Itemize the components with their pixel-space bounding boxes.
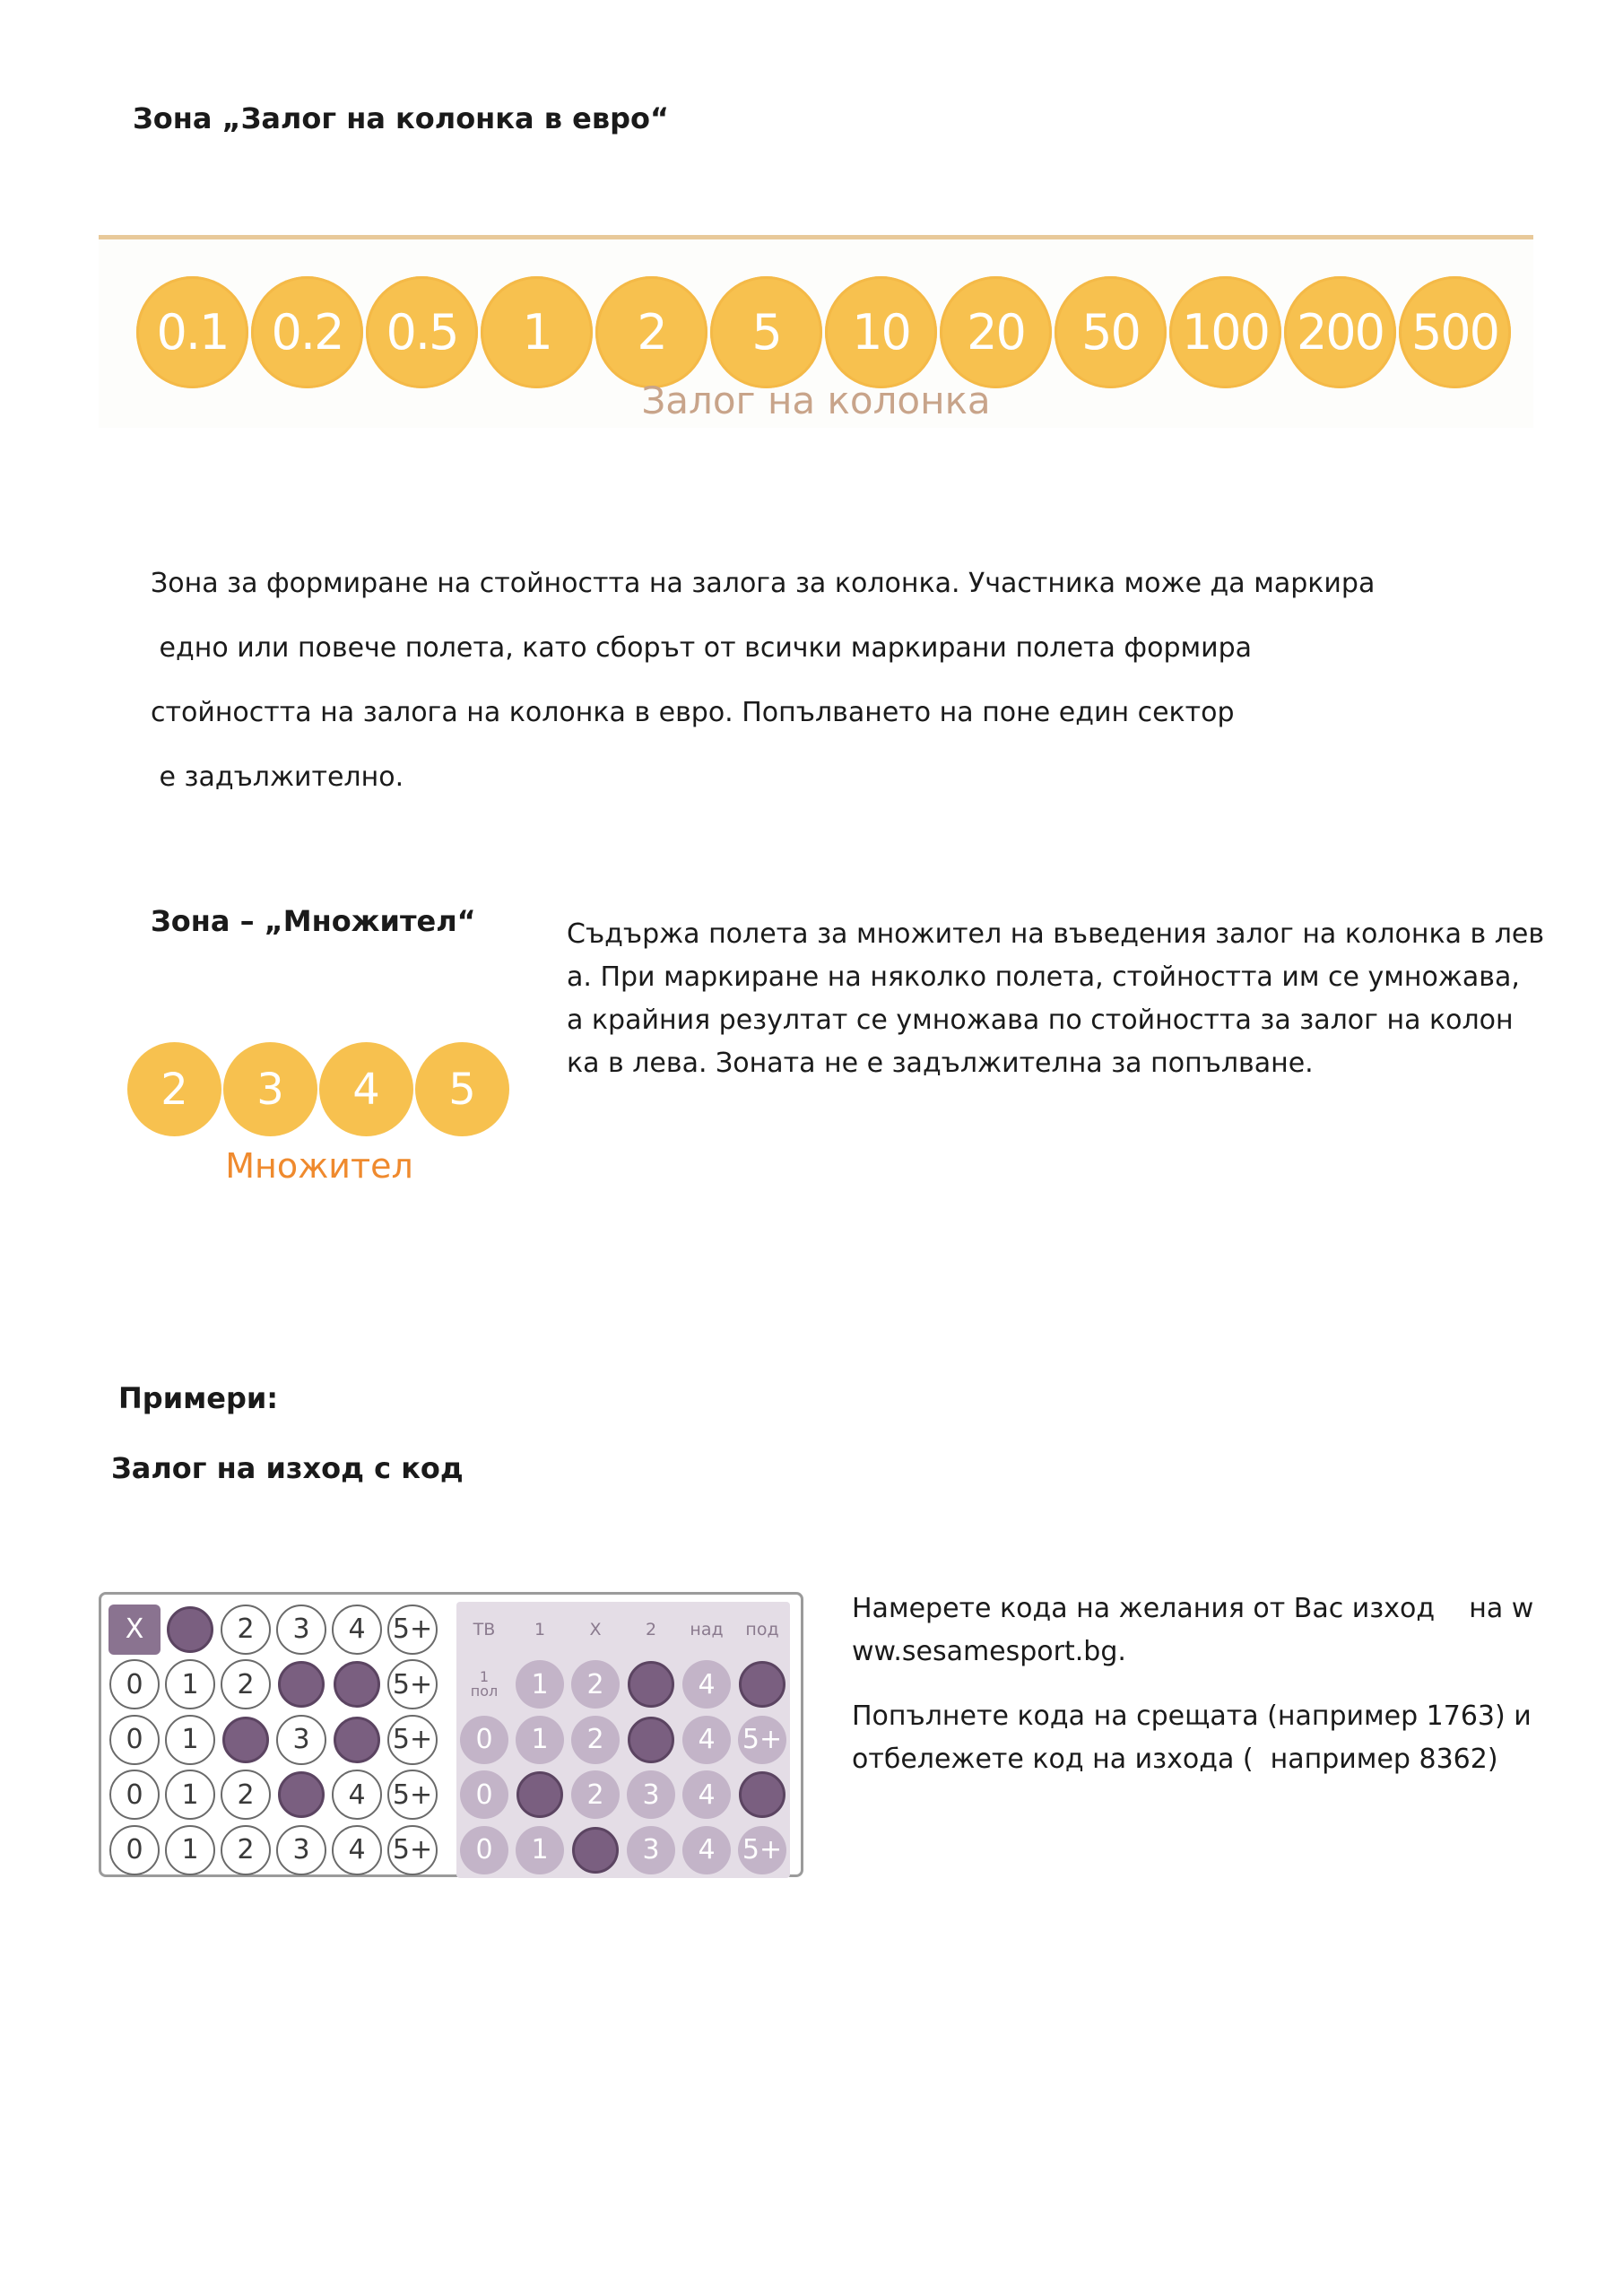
ticket-option: 4 [332, 1770, 382, 1820]
ticket-cell [385, 1657, 440, 1713]
ticket-cell [512, 1822, 568, 1878]
ticket-cell [512, 1602, 568, 1657]
ticket-option: 3 [627, 1770, 675, 1819]
multiplier-coin: 2 [127, 1042, 221, 1136]
ticket-cell [734, 1657, 790, 1713]
ticket-marked-option [739, 1771, 785, 1818]
ticket-cell [162, 1602, 218, 1657]
ticket-cell [568, 1657, 623, 1713]
ticket-cell [679, 1657, 734, 1713]
ticket-marked-option [334, 1717, 380, 1763]
ticket-cell [456, 1657, 512, 1713]
ticket-header: Х [589, 1619, 602, 1639]
ticket-option: 4 [332, 1825, 382, 1875]
ticket-option: 0 [460, 1826, 508, 1874]
instruction-line: отбележете код на изхода ( например 8362) [852, 1744, 1498, 1775]
ticket-option: 5+ [387, 1770, 438, 1820]
ticket-option: 0 [109, 1825, 160, 1875]
ticket-cell [623, 1712, 679, 1768]
ticket-cell [734, 1712, 790, 1768]
ticket-option: 0 [460, 1716, 508, 1764]
ticket-cell [273, 1657, 329, 1713]
stake-coin: 0.1 [136, 276, 248, 388]
ticket-option: 5+ [738, 1716, 786, 1764]
ticket-option: 4 [332, 1605, 382, 1655]
ticket-option: 1 [165, 1825, 215, 1875]
ticket-marked-option [628, 1717, 674, 1763]
multiplier-label: Множител [225, 1146, 413, 1186]
stake-description [151, 552, 1375, 810]
ticket-instructions [852, 1587, 1533, 1781]
ticket-option: 1 [165, 1770, 215, 1820]
stake-coin: 5 [710, 276, 822, 388]
stake-coin: 2 [595, 276, 707, 388]
stake-selector-image [99, 235, 1533, 428]
ticket-header: 1 [534, 1619, 546, 1639]
ticket-cell [218, 1657, 273, 1713]
ticket-option: 2 [221, 1605, 271, 1655]
ticket-cell [329, 1602, 385, 1657]
ticket-option: 2 [221, 1659, 271, 1709]
ticket-header: под [745, 1619, 779, 1639]
ticket-marked-option [278, 1771, 325, 1818]
stake-description-line: стойността на залога на колонка в евро. Попълването на поне един сектор [151, 697, 1235, 728]
stake-coin: 50 [1055, 276, 1167, 388]
ticket-option: 5+ [387, 1715, 438, 1765]
ticket-cell [273, 1768, 329, 1823]
stake-coin: 0.2 [251, 276, 363, 388]
ticket-marked-option [167, 1606, 213, 1653]
ticket-cell [107, 1657, 162, 1713]
ticket-cell [734, 1602, 790, 1657]
ticket-cell [623, 1657, 679, 1713]
ticket-cell [734, 1768, 790, 1823]
ticket-cell [329, 1712, 385, 1768]
ticket-marked-option [278, 1661, 325, 1708]
multiplier-description-line: а. При маркиране на няколко полета, стойността им се умножава, [567, 961, 1520, 993]
ticket-cell [218, 1822, 273, 1878]
ticket-option: 5+ [738, 1826, 786, 1874]
ticket-cell [512, 1768, 568, 1823]
ticket-cell [162, 1657, 218, 1713]
ticket-option: 3 [276, 1605, 326, 1655]
ticket-cell [329, 1768, 385, 1823]
multiplier-coin: 3 [223, 1042, 317, 1136]
ticket-option: 3 [627, 1826, 675, 1874]
ticket-option: 1 [165, 1715, 215, 1765]
stake-description-line: Зона за формиране на стойността на залога за колонка. Участника може да маркира [151, 568, 1376, 599]
ticket-cell [162, 1768, 218, 1823]
ticket-cell [456, 1602, 512, 1657]
ticket-option: 4 [682, 1716, 731, 1764]
ticket-cell [273, 1712, 329, 1768]
stake-coins [136, 276, 1511, 388]
ticket-cell [512, 1657, 568, 1713]
ticket-cell [679, 1822, 734, 1878]
ticket-header: над [690, 1619, 724, 1639]
multiplier-coin: 4 [319, 1042, 413, 1136]
stake-coin: 10 [825, 276, 937, 388]
ticket-cell [568, 1822, 623, 1878]
ticket-cell [568, 1712, 623, 1768]
ticket-cell [385, 1712, 440, 1768]
ticket-cell [162, 1712, 218, 1768]
ticket-option: 2 [571, 1716, 620, 1764]
instruction-line: ww.sesamesport.bg. [852, 1636, 1126, 1667]
ticket-option: 5+ [387, 1605, 438, 1655]
ticket-option: 0 [460, 1770, 508, 1819]
ticket-cell [679, 1768, 734, 1823]
ticket-cell [568, 1602, 623, 1657]
stake-coin: 100 [1169, 276, 1281, 388]
ticket-option: 0 [109, 1659, 160, 1709]
ticket-cell [623, 1602, 679, 1657]
ticket-cell [218, 1768, 273, 1823]
ticket-cell [218, 1712, 273, 1768]
ticket-example-image [99, 1592, 803, 1877]
ticket-cell [329, 1822, 385, 1878]
ticket-marked-option [334, 1661, 380, 1708]
ticket-option: 5+ [387, 1825, 438, 1875]
stake-description-line: едно или повече полета, като сборът от всички маркирани полета формира [151, 632, 1253, 664]
ticket-marked-option [572, 1827, 619, 1874]
ticket-cell [329, 1657, 385, 1713]
ticket-cell [107, 1602, 162, 1657]
ticket-option: 2 [571, 1660, 620, 1709]
multiplier-coin: 5 [415, 1042, 509, 1136]
ticket-marked-option [628, 1661, 674, 1708]
stake-coin: 200 [1284, 276, 1396, 388]
ticket-marked-option [222, 1717, 269, 1763]
ticket-cell [162, 1822, 218, 1878]
ticket-option: 0 [109, 1770, 160, 1820]
ticket-cell [273, 1822, 329, 1878]
ticket-header: 2 [645, 1619, 657, 1639]
ticket-marked-option [739, 1661, 785, 1708]
ticket-cell [568, 1768, 623, 1823]
ticket-cell [107, 1822, 162, 1878]
ticket-option: 4 [682, 1770, 731, 1819]
ticket-left-grid [107, 1602, 440, 1878]
ticket-option: 1 [516, 1826, 564, 1874]
ticket-cell [385, 1822, 440, 1878]
multiplier-zone-title: Зона – „Множител“ [151, 904, 476, 938]
ticket-cell [456, 1768, 512, 1823]
ticket-option: 3 [276, 1715, 326, 1765]
ticket-option: 0 [109, 1715, 160, 1765]
multiplier-description-line: а крайния резултат се умножава по стойността за залог на колон [567, 1004, 1514, 1036]
instruction-line: Намерете кода на желания от Вас изход на w [852, 1593, 1534, 1624]
ticket-cell [218, 1602, 273, 1657]
ticket-cell [456, 1822, 512, 1878]
ticket-option: 2 [571, 1770, 620, 1819]
ticket-x-option: X [108, 1605, 161, 1655]
ticket-option: 3 [276, 1825, 326, 1875]
ticket-option: 2 [221, 1770, 271, 1820]
ticket-option: 5+ [387, 1659, 438, 1709]
stake-coin: 20 [940, 276, 1052, 388]
ticket-cell [623, 1768, 679, 1823]
stake-zone-title: Зона „Залог на колонка в евро“ [133, 101, 669, 135]
ticket-option: 1 [516, 1716, 564, 1764]
multiplier-description-line: ка в лева. Зоната не е задължителна за попълване. [567, 1048, 1314, 1079]
ticket-cell [273, 1602, 329, 1657]
ticket-option: 1 [516, 1660, 564, 1709]
ticket-cell [385, 1602, 440, 1657]
ticket-cell [679, 1712, 734, 1768]
stake-label: Залог на колонка [641, 378, 991, 422]
instruction-line: Попълнете кода на срещата (например 1763) и [852, 1700, 1532, 1732]
multiplier-description [567, 913, 1544, 1085]
divider-line [99, 235, 1533, 239]
multiplier-description-line: Съдържа полета за множител на въведения залог на колонка в лев [567, 918, 1545, 950]
stake-description-line: е задължително. [151, 761, 404, 793]
ticket-header: 1 пол [470, 1668, 499, 1700]
stake-coin: 1 [481, 276, 593, 388]
multiplier-coins [127, 1042, 509, 1136]
ticket-cell [679, 1602, 734, 1657]
examples-subtitle: Залог на изход с код [111, 1451, 464, 1485]
ticket-option: 2 [221, 1825, 271, 1875]
stake-coin: 500 [1399, 276, 1511, 388]
ticket-cell [107, 1712, 162, 1768]
ticket-option: 4 [682, 1826, 731, 1874]
examples-title: Примери: [118, 1381, 279, 1415]
ticket-option: 1 [165, 1659, 215, 1709]
ticket-cell [623, 1822, 679, 1878]
ticket-right-grid [456, 1602, 790, 1878]
ticket-cell [456, 1712, 512, 1768]
ticket-cell [512, 1712, 568, 1768]
ticket-cell [385, 1768, 440, 1823]
ticket-cell [734, 1822, 790, 1878]
ticket-cell [107, 1768, 162, 1823]
ticket-option: 4 [682, 1660, 731, 1709]
ticket-marked-option [516, 1771, 563, 1818]
stake-coin: 0.5 [366, 276, 478, 388]
ticket-header: ТВ [473, 1619, 496, 1639]
